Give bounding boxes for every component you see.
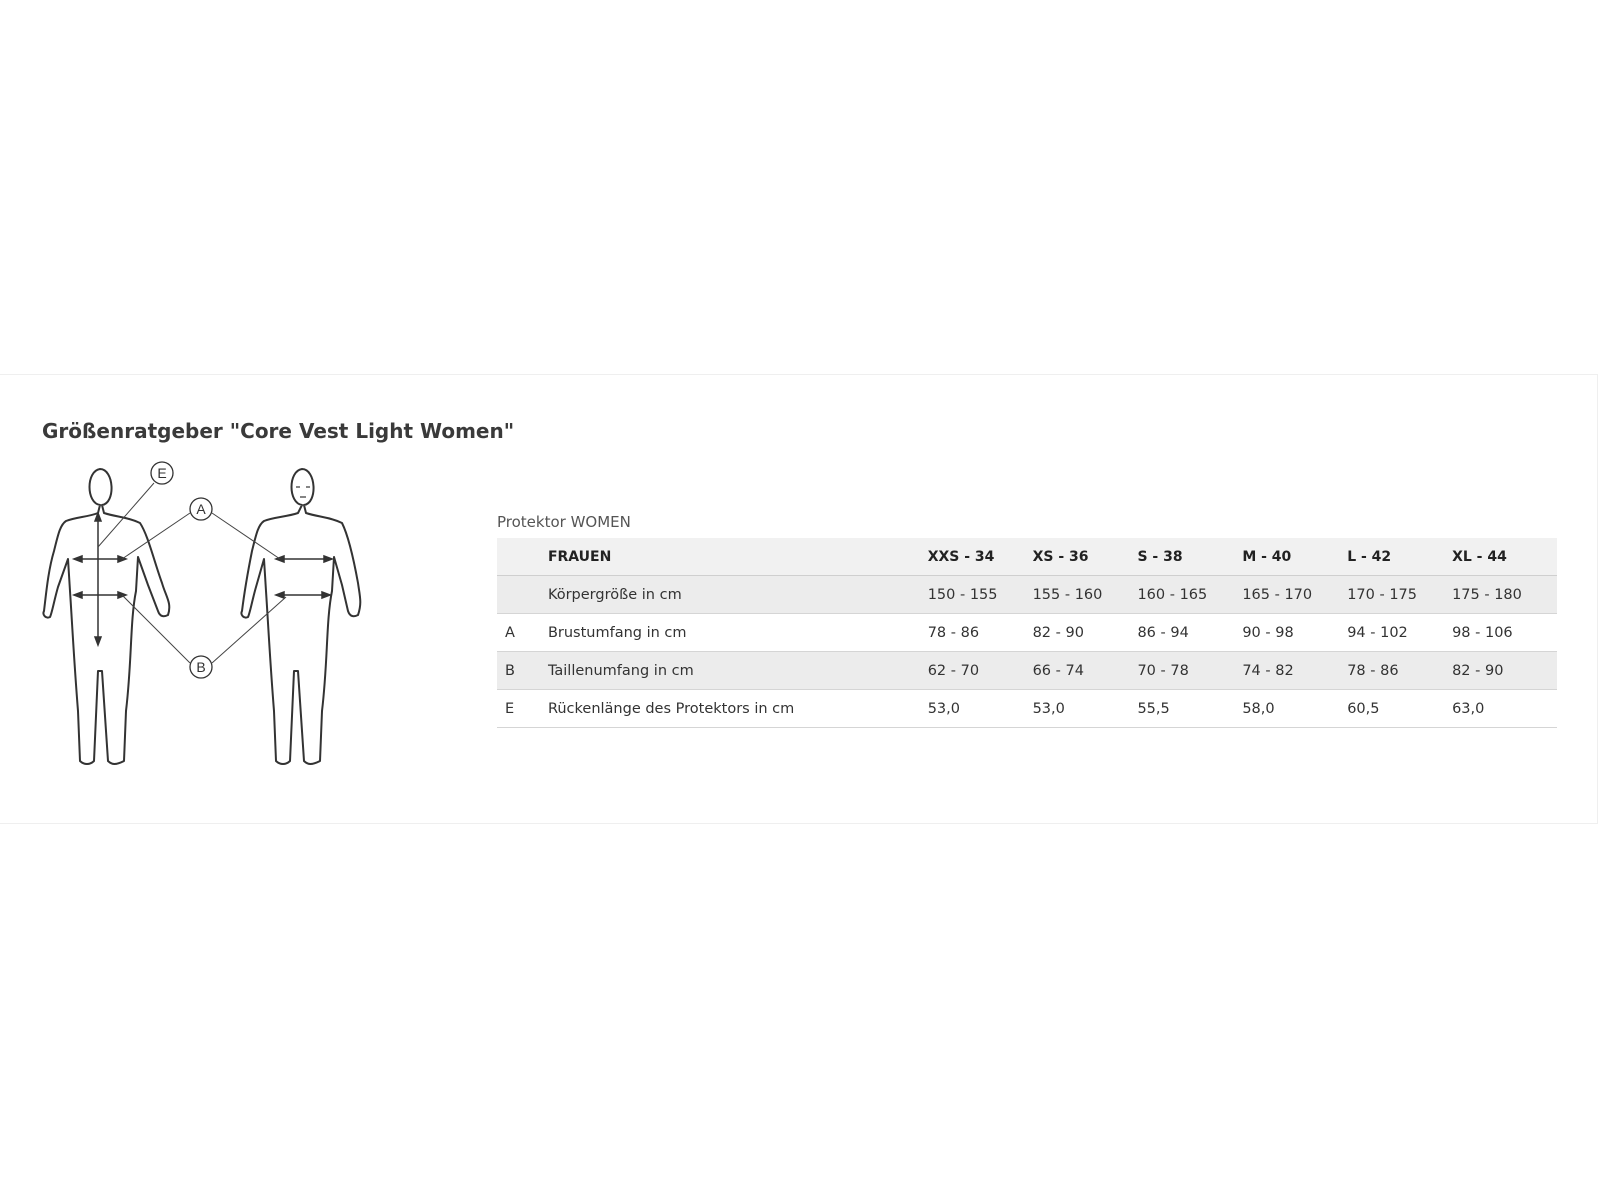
table-cell: 74 - 82 — [1242, 652, 1347, 690]
marker-e-label: E — [157, 465, 167, 481]
measurement-arrows — [74, 513, 332, 645]
table-row — [497, 690, 1557, 728]
face-details — [296, 487, 310, 497]
table-cell: 155 - 160 — [1033, 576, 1138, 614]
row-key: A — [497, 614, 548, 652]
marker-a-label: A — [196, 501, 206, 517]
table-cell: 78 - 86 — [928, 614, 1033, 652]
body-outline-illustration — [36, 461, 376, 771]
measurement-figure — [36, 461, 376, 771]
row-label: Taillenumfang in cm — [548, 652, 928, 690]
row-label: Körpergröße in cm — [548, 576, 928, 614]
row-key — [497, 576, 548, 614]
table-cell: 160 - 165 — [1137, 576, 1242, 614]
table-cell: 66 - 74 — [1033, 652, 1138, 690]
table-cell: 53,0 — [1033, 690, 1138, 728]
table-row — [497, 576, 1557, 614]
table-caption: Protektor WOMEN — [497, 513, 631, 531]
header-size: XS - 36 — [1033, 538, 1138, 576]
table-cell: 170 - 175 — [1347, 576, 1452, 614]
table-cell: 82 - 90 — [1033, 614, 1138, 652]
row-label: Rückenlänge des Protektors in cm — [548, 690, 928, 728]
header-size: XL - 44 — [1452, 538, 1557, 576]
back-figure — [43, 469, 169, 764]
row-key: E — [497, 690, 548, 728]
table-cell: 175 - 180 — [1452, 576, 1557, 614]
table-cell: 98 - 106 — [1452, 614, 1557, 652]
table-cell: 58,0 — [1242, 690, 1347, 728]
header-frauen: FRAUEN — [548, 538, 928, 576]
table-cell: 60,5 — [1347, 690, 1452, 728]
header-size: XXS - 34 — [928, 538, 1033, 576]
size-guide-panel — [0, 374, 1598, 824]
marker-e — [151, 462, 173, 484]
marker-a — [190, 498, 212, 520]
table-cell: 55,5 — [1137, 690, 1242, 728]
marker-b — [190, 656, 212, 678]
table-row — [497, 614, 1557, 652]
table-cell: 86 - 94 — [1137, 614, 1242, 652]
table-cell: 70 - 78 — [1137, 652, 1242, 690]
size-table — [497, 538, 1557, 728]
table-cell: 53,0 — [928, 690, 1033, 728]
table-cell: 78 - 86 — [1347, 652, 1452, 690]
header-key — [497, 538, 548, 576]
table-header-row — [497, 538, 1557, 576]
table-cell: 62 - 70 — [928, 652, 1033, 690]
table-row — [497, 652, 1557, 690]
table-cell: 150 - 155 — [928, 576, 1033, 614]
page-title: Größenratgeber "Core Vest Light Women" — [42, 419, 515, 443]
header-size: L - 42 — [1347, 538, 1452, 576]
front-figure — [241, 469, 360, 764]
table-cell: 63,0 — [1452, 690, 1557, 728]
table-cell: 82 - 90 — [1452, 652, 1557, 690]
header-size: S - 38 — [1137, 538, 1242, 576]
marker-b-label: B — [196, 659, 206, 675]
table-cell: 165 - 170 — [1242, 576, 1347, 614]
row-key: B — [497, 652, 548, 690]
row-label: Brustumfang in cm — [548, 614, 928, 652]
table-cell: 94 - 102 — [1347, 614, 1452, 652]
table-cell: 90 - 98 — [1242, 614, 1347, 652]
header-size: M - 40 — [1242, 538, 1347, 576]
